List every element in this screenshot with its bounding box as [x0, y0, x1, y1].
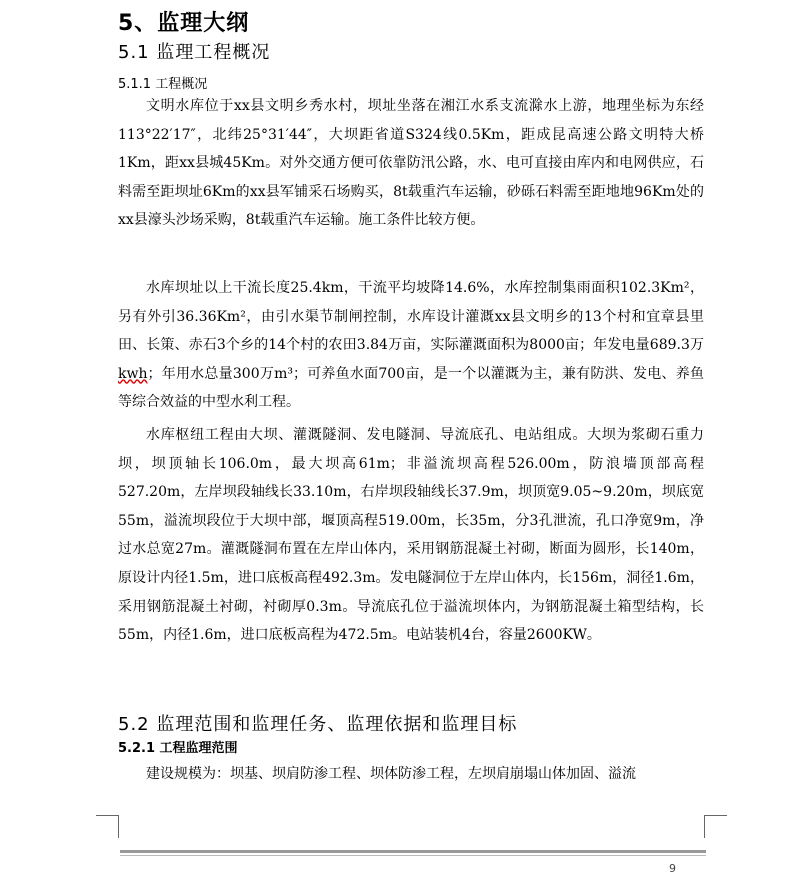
- footer-rule: [120, 850, 706, 853]
- paragraph-reservoir-text-1: 水库坝址以上干流长度25.4km，干流平均坡降14.6%，水库控制集雨面积102.3Km²，另有外引36.36Km²，由引水渠节制闸控制，水库设计灌溉xx县文明乡的13个村和宜章县里田、长策、赤石3个乡的14个村的农田3.84万亩，实际灌溉面积为8000亩；年发电量689.3万: [118, 280, 704, 354]
- paragraph-hub-works: 水库枢纽工程由大坝、灌溉隧洞、发电隧洞、导流底孔、电站组成。大坝为浆砌石重力坝，坝顶轴长106.0m，最大坝高61m；非溢流坝高程526.00m，防浪墙顶部高程527.20m，左岸坝段轴线长33.10m，右岸坝段轴线长37.9m，坝顶宽9.05~9.20m，坝底宽55m，溢流坝段位于大坝中部，堰顶高程519.00m，长35m，分3孔泄流，孔口净宽9m，净过水总宽27m。灌溉隧洞布置在左岸山体内，采用钢筋混凝土衬砌，断面为圆形，长140m，原设计内径1.5m，进口底板高程492.3m。发电隧洞位于左岸山体内，长156m，洞径1.6m，采用钢筋混凝土衬砌，衬砌厚0.3m。导流底孔位于溢流坝体内，为钢筋混凝土箱型结构，长55m，内径1.6m，进口底板高程为472.5m。电站装机4台，容量2600KW。: [118, 427, 704, 644]
- paragraph-overview: 文明水库位于xx县文明乡秀水村，坝址坐落在湘江水系支流滁水上游，地理坐标为东经113°22′17″，北纬25°31′44″，大坝距省道S324线0.5Km，距成昆高速公路文明特大桥1Km，距xx县城45Km。对外交通方便可依靠防汛公路，水、电可直接由库内和电网供应，石料需至距坝址6Km的xx县军铺采石场购买，8t载重汽车运输，砂砾石料需至距地地96Km处的xx县濠头沙场采购，8t载重汽车运输。施工条件比较方便。: [118, 98, 704, 229]
- spellcheck-word-kwh: kwh: [118, 365, 148, 382]
- margin-mark-right: [704, 815, 727, 838]
- margin-mark-left: [96, 815, 119, 838]
- footer-rule-thin: [120, 855, 706, 856]
- section-heading-5-1: 5.1 监理工程概况: [118, 42, 271, 63]
- paragraph-reservoir: [118, 274, 704, 417]
- section-heading-5-2: 5.2 监理范围和监理任务、监理依据和监理目标: [118, 714, 518, 735]
- subsection-heading-5-1-1: 5.1.1 工程概况: [118, 77, 208, 92]
- chapter-heading: 5、监理大纲: [118, 11, 250, 36]
- paragraph-reservoir-text-2: ；年用水总量300万m³；可养鱼水面700亩，是一个以灌溉为主，兼有防洪、发电、养鱼等综合效益的中型水利工程。: [118, 365, 704, 411]
- page-number: 9: [669, 862, 676, 875]
- subsection-heading-5-2-1: 5.2.1 工程监理范围: [118, 741, 238, 756]
- paragraph-scope: 建设规模为：坝基、坝肩防渗工程、坝体防渗工程，左坝肩崩塌山体加固、溢流: [146, 766, 636, 782]
